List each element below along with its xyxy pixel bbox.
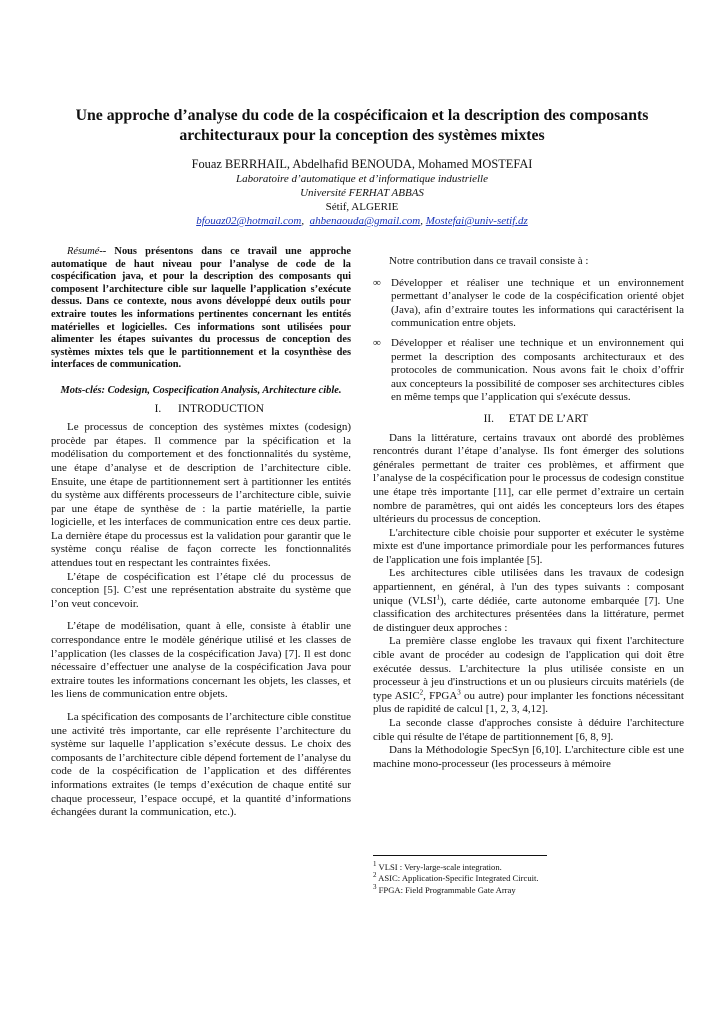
section-title: ETAT DE L’ART xyxy=(508,412,589,425)
footnotes xyxy=(373,862,684,896)
footnote-number: 1 xyxy=(373,860,377,869)
abstract xyxy=(51,246,351,372)
footnote-text: ASIC: Application-Specific Integrated Circuit. xyxy=(376,873,539,884)
author-list: Fouaz BERRHAIL, Abdelhafid BENOUDA, Mohamed MOSTEFAI xyxy=(191,157,533,171)
intro-paragraph-2: L’étape de cospécification est l’étape clé du processus de conception [5]. C’est une représentation abstraite du système que l’on veut concevoir. xyxy=(51,570,351,610)
contribution-list xyxy=(373,277,684,405)
footnote-ref-1: 1 xyxy=(436,593,440,601)
keywords: Mots-clés: Codesign, Cospecification Analysis, Architecture cible. xyxy=(60,384,342,396)
text-run: ou autre) pour implanter les fonctions nécessitant plus de rapidité de calcul [1, 2, 3, 4,12]. xyxy=(373,689,684,716)
footnote-number: 3 xyxy=(373,882,377,891)
affiliation-university: Université FERHAT ABBAS xyxy=(300,187,424,199)
footnote-text: VLSI : Very-large-scale integration. xyxy=(376,862,502,872)
list-item-text: Développer et réaliser une technique et un environnement permettant d’analyser le code de la cospécification orienté objet (Java), afin d’extraire toutes les informations qui caractérisent la communication entre objets. xyxy=(391,276,684,330)
sota-paragraph-6: Dans la Méthodologie SpecSyn [6,10]. L'architecture cible est une machine mono-processeur (les processeurs à mémoire xyxy=(373,744,684,770)
intro-paragraph-4: La spécification des composants de l’architecture cible constitue une activité très importante, car elle représente l’architecture du système sur laquelle l’application s’exécute dessus. Le choix des composants de l’architecture cible dépend fortement de l’analyse du code de la cospécification de l’application et des différentes informations extraites (le temps d’exécution de chaque entité sur chaque processeur, l’espace occupé, et la quantité d’informations échangées durant la communication, etc.). xyxy=(51,711,351,819)
footnote-divider xyxy=(373,855,547,856)
email-separator-1: , xyxy=(301,215,305,227)
text-run: , FPGA xyxy=(423,689,458,702)
contribution-intro: Notre contribution dans ce travail consiste à : xyxy=(389,255,589,267)
infinity-bullet-icon: ∞ xyxy=(373,276,381,289)
text-run: La première classe englobe les travaux qui fixent l'architecture cible avant de procéder au codesign de l'application qui doit être exécutée dessus. L'architecture la plus utilisée consiste en un processeur à jeu d'instructions et un ou plusieurs circuits matériels (de type ASIC xyxy=(373,635,684,702)
intro-paragraph-3: L’étape de modélisation, quant à elle, consiste à établir une correspondance entre le modèle générique utilisé et les classes de l’application (les classes de la cospécification Java) [7]. Il est donc nécessaire d’effectuer une analyse de la cospécification Java pour extraire toutes les informations concernant les objets, les classes, et les liens de communication entre objets. xyxy=(51,620,351,701)
sota-paragraph-4 xyxy=(373,635,684,717)
intro-paragraph-1: Le processus de conception des systèmes mixtes (codesign) procède par étapes. Il commence par la spécification et la modélisation du comportement et des fonctionnalités du système, une étape d’analyse et de description de l’architecture cible. Ensuite, une étape de partitionnement sert à partitionner les entités du système aux différents processeurs de l’architecture cible, suivie par une étape de synthèse de : la partie matérielle, la partie logicielle, et les interfaces de communication entre ces deux partie. La dernière étape du processus est la validation pour garantir que le système conçu réalise de façon correcte les fonctionnalités attendues tout en respectant les contraintes fixées. xyxy=(51,421,351,570)
footnote-number: 2 xyxy=(373,871,377,880)
left-column xyxy=(51,240,351,820)
list-item xyxy=(373,277,684,331)
email-link-1[interactable]: bfouaz02@hotmail.com xyxy=(196,215,302,227)
section-heading-introduction xyxy=(51,403,351,417)
sota-paragraph-3 xyxy=(373,567,684,635)
abstract-label: Résumé xyxy=(67,246,100,257)
footnote xyxy=(373,862,684,873)
list-item-text: Développer et réaliser une technique et un environnement qui permet la description des composants architecturaux et des protocoles de communication. Nous avons fait le choix d’offrir aux concepteurs la possibilité de composer ses architectures cibles en même temps que l’application qui s'exécute dessus. xyxy=(391,336,684,404)
footnote-text: FPGA: Field Programmable Gate Array xyxy=(376,884,516,895)
email-link-3[interactable]: Mostefai@univ-setif.dz xyxy=(425,215,528,227)
abstract-text: Nous présentons dans ce travail une approche automatique de haut niveau pour l’analyse de code de la cospécification java, et pour la description des composants qui composent l’architecture cible sur laquelle l’application s’exécute dessus. Dans ce contexte, nous avons développé deux outils pour extraire toutes les informations pertinentes concernant les entités matérielles et logicielles. Ces informations sont utilisées pour alimenter les étapes suivantes du processus de conception des systèmes mixtes tels que le partitionnement et la cosynthèse des interfaces de communication. xyxy=(51,246,351,371)
sota-paragraph-5: La seconde classe d'approches consiste à déduire l'architecture cible qui résulte de l'étape de partitionnement [6, 8, 9]. xyxy=(373,717,684,743)
section-heading-state-of-art xyxy=(373,413,684,427)
text-run: Les architectures cible utilisées dans les travaux de codesign appartiennent, en général, à l'un des types suivants : composant unique (VLSI xyxy=(373,567,684,607)
sota-paragraph-1: Dans la littérature, certains travaux ont abordé des problèmes rencontrés durant l’étape d’analyse. Ils font émerger des solutions générales permettant de traiter ces problèmes, et affirment que l’analyse de la cospécification pour le processus de codesign constitue une étape très importante [11], car elle permet d’extraire un certain nombre de paramètres, qui ont aidés les concepteurs lors des étapes ultérieurs du processus de conception. xyxy=(373,431,684,526)
sota-paragraph-2: L'architecture cible choisie pour supporter et exécuter le système mixte est d'une importance primordiale pour les performances futures de l'application une fois implantée [5]. xyxy=(373,526,684,566)
footnote-ref-3: 3 xyxy=(457,688,461,697)
section-number: I. xyxy=(154,402,162,415)
list-item xyxy=(373,337,684,405)
footnote xyxy=(373,873,684,884)
affiliation-city: Sétif, ALGERIE xyxy=(325,201,399,213)
affiliation-lab: Laboratoire d’automatique et d’informatique industrielle xyxy=(236,173,488,185)
paper-title: Une approche d’analyse du code de la cospécificaion et la description des composants architecturaux pour la conception des systèmes mixtes xyxy=(75,107,649,144)
footnote-ref-2: 2 xyxy=(419,688,424,697)
infinity-bullet-icon: ∞ xyxy=(373,336,381,349)
section-title: INTRODUCTION xyxy=(177,402,265,415)
section-number: II. xyxy=(483,412,495,425)
text-run: ), carte dédiée, carte autonome embarquée [7]. Une classification des architectures présentées dans la littérature, permet de distinguer deux approches : xyxy=(373,594,684,634)
email-link-2[interactable]: ahbenaouda@gmail.com xyxy=(309,215,421,227)
email-separator-2: , xyxy=(420,215,423,227)
author-emails xyxy=(60,214,664,228)
footnote xyxy=(373,882,684,896)
right-column xyxy=(373,240,684,771)
abstract-dash: -- xyxy=(99,246,107,257)
